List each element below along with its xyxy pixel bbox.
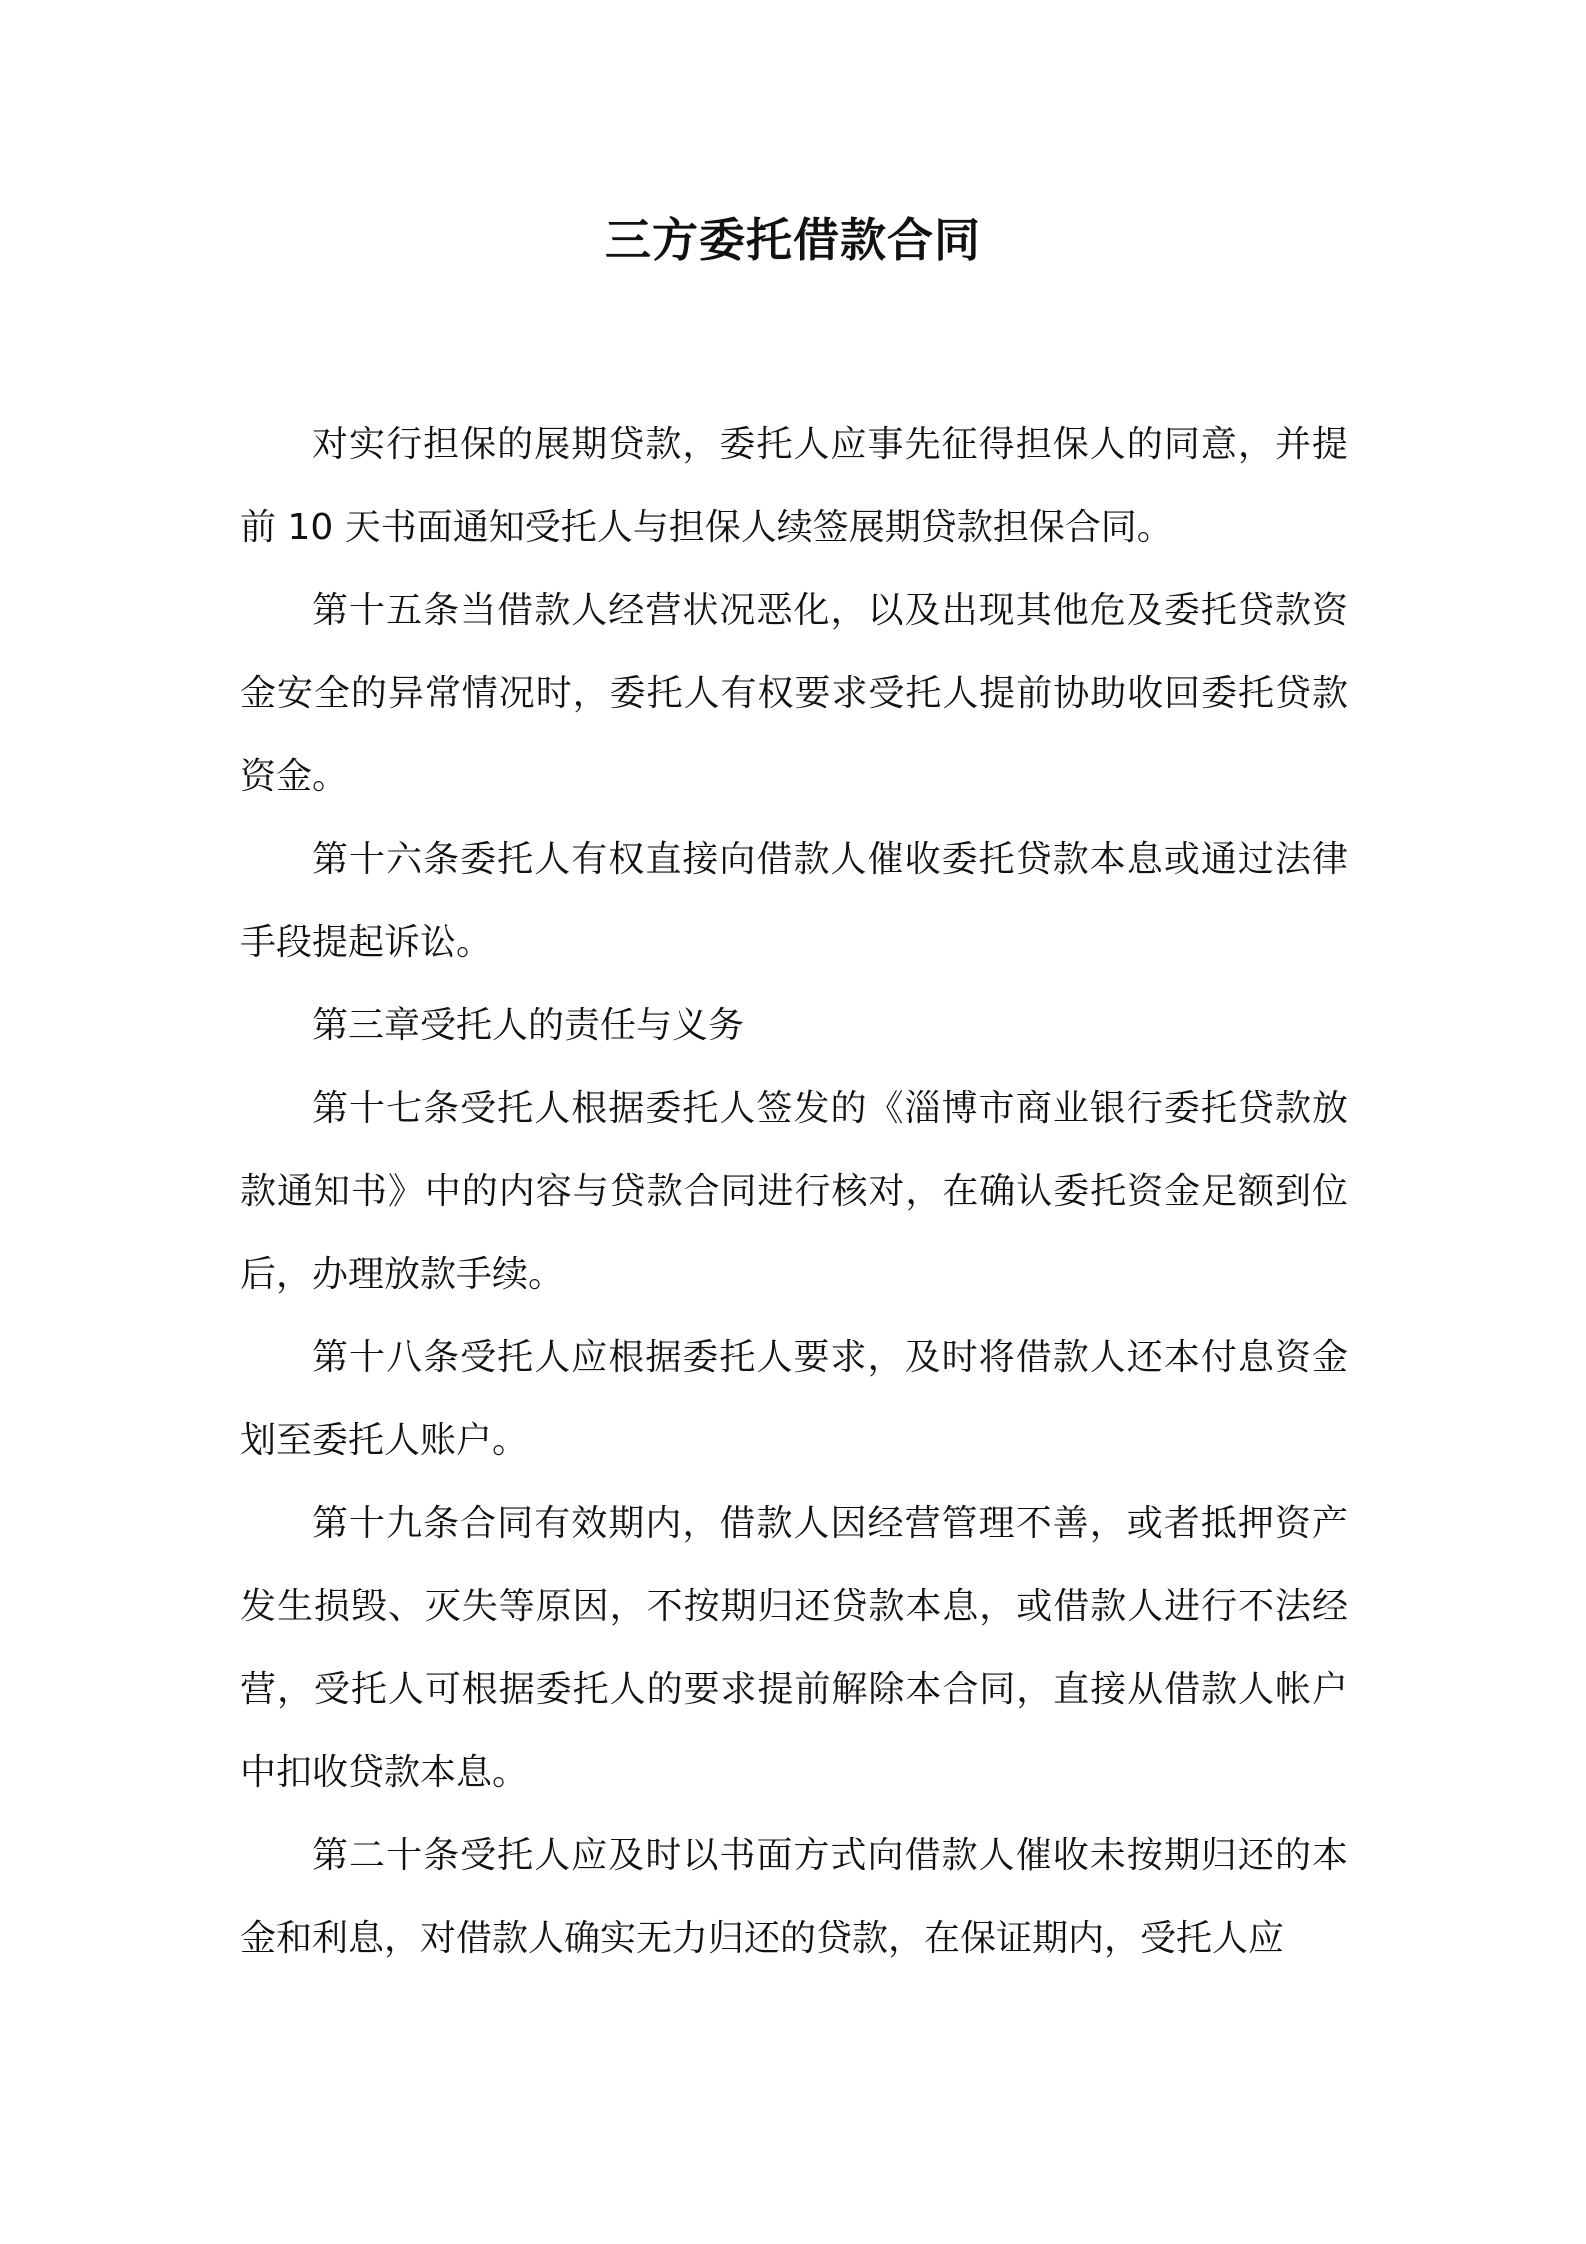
paragraph: 第十九条合同有效期内，借款人因经营管理不善，或者抵押资产发生损毁、灭失等原因，不按期归还贷款本息，或借款人进行不法经营，受托人可根据委托人的要求提前解除本合同，直接从借款人帐户中扣收贷款本息。: [240, 1503, 1348, 1793]
paragraph: 第二十条受托人应及时以书面方式向借款人催收未按期归还的本金和利息，对借款人确实无力归还的贷款，在保证期内，受托人应: [240, 1835, 1348, 1959]
paragraph: 第十六条委托人有权直接向借款人催收委托贷款本息或通过法律手段提起诉讼。: [240, 839, 1348, 963]
chapter-heading: 第三章受托人的责任与义务: [312, 1005, 745, 1046]
document-body: [240, 403, 1348, 1980]
paragraph: 第十八条受托人应根据委托人要求，及时将借款人还本付息资金划至委托人账户。: [240, 1337, 1348, 1461]
document-title: 三方委托借款合同: [605, 213, 981, 267]
paragraph: 对实行担保的展期贷款，委托人应事先征得担保人的同意，并提前 10 天书面通知受托人与担保人续签展期贷款担保合同。: [240, 424, 1348, 548]
paragraph: 第十七条受托人根据委托人签发的《淄博市商业银行委托贷款放款通知书》中的内容与贷款合同进行核对，在确认委托资金足额到位后，办理放款手续。: [240, 1088, 1348, 1295]
paragraph: 第十五条当借款人经营状况恶化，以及出现其他危及委托贷款资金安全的异常情况时，委托人有权要求受托人提前协助收回委托贷款资金。: [240, 590, 1348, 797]
